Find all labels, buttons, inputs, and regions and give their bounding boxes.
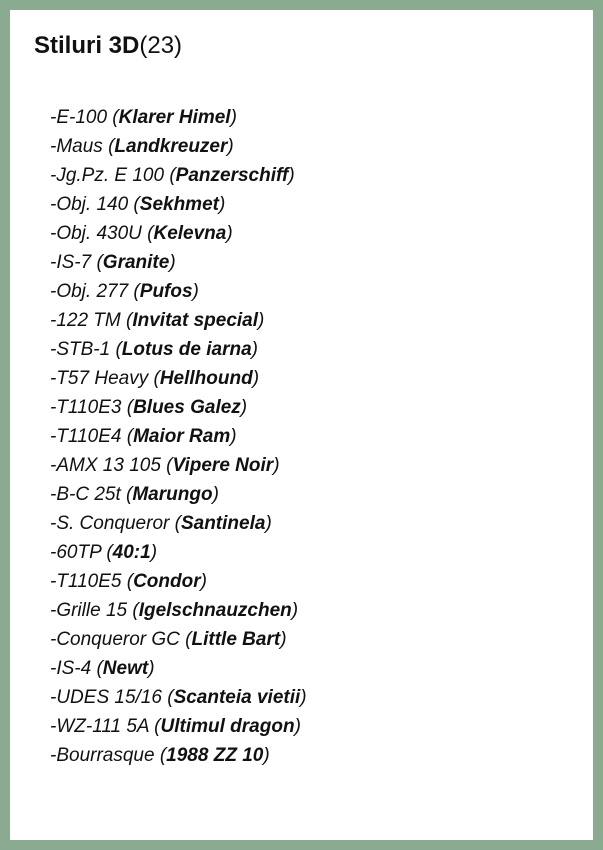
list-item: -122 TM (Invitat special) <box>50 310 265 331</box>
tank-name: -B-C 25t <box>50 484 121 505</box>
list-item: -S. Conqueror (Santinela) <box>50 513 272 534</box>
list-item: -Obj. 140 (Sekhmet) <box>50 194 226 215</box>
style-name: Condor <box>133 571 201 592</box>
tank-name: -122 TM <box>50 310 121 331</box>
list-item: -Jg.Pz. E 100 (Panzerschiff) <box>50 165 295 186</box>
style-name: Scanteia vietii <box>173 687 301 708</box>
tank-name: -60TP <box>50 542 102 563</box>
style-name: Sekhmet <box>139 194 219 215</box>
style-name: Marungo <box>132 484 213 505</box>
list-item: -Conqueror GC (Little Bart) <box>50 629 287 650</box>
style-name: Blues Galez <box>133 397 241 418</box>
style-name: 40:1 <box>112 542 151 563</box>
style-name: Kelevna <box>153 223 227 244</box>
list-item: -Grille 15 (Igelschnauzchen) <box>50 600 299 621</box>
tank-name: -Grille 15 <box>50 600 128 621</box>
style-name: Lotus de iarna <box>121 339 252 360</box>
tank-name: -STB-1 <box>50 339 111 360</box>
style-name: Ultimul dragon <box>160 716 295 737</box>
list-item: -T57 Heavy (Hellhound) <box>50 368 260 389</box>
tank-name: -Maus <box>50 136 103 157</box>
list-item: -AMX 13 105 (Vipere Noir) <box>50 455 280 476</box>
list-item: -T110E3 (Blues Galez) <box>50 397 248 418</box>
title-main: Stiluri 3D <box>34 32 140 59</box>
list-item: -Bourrasque (1988 ZZ 10) <box>50 745 270 766</box>
style-name: Newt <box>102 658 149 679</box>
tank-name: -Obj. 140 <box>50 194 129 215</box>
style-name: Pufos <box>139 281 193 302</box>
style-name: Landkreuzer <box>114 136 228 157</box>
style-name: Panzerschiff <box>175 165 289 186</box>
tank-name: -Bourrasque <box>50 745 155 766</box>
style-name: Igelschnauzchen <box>138 600 292 621</box>
tank-name: -WZ-111 5A <box>50 716 149 737</box>
tank-name: -E-100 <box>50 107 108 128</box>
list-item: -E-100 (Klarer Himel) <box>50 107 237 128</box>
tank-name: -Conqueror GC <box>50 629 180 650</box>
list-item: -B-C 25t (Marungo) <box>50 484 219 505</box>
list-item: -IS-4 (Newt) <box>50 658 155 679</box>
style-name: Little Bart <box>191 629 281 650</box>
tank-name: -S. Conqueror <box>50 513 170 534</box>
style-name: Maior Ram <box>133 426 231 447</box>
card-title <box>34 32 182 60</box>
styles-list <box>50 103 307 770</box>
list-item: -T110E5 (Condor) <box>50 571 207 592</box>
style-name: Granite <box>102 252 170 273</box>
list-item: -WZ-111 5A (Ultimul dragon) <box>50 716 301 737</box>
tank-name: -T57 Heavy <box>50 368 149 389</box>
tank-name: -Obj. 277 <box>50 281 129 302</box>
list-item: -Obj. 277 (Pufos) <box>50 281 199 302</box>
tank-name: -IS-4 <box>50 658 92 679</box>
style-name: Invitat special <box>132 310 259 331</box>
list-item: -UDES 15/16 (Scanteia vietii) <box>50 687 307 708</box>
tank-name: -AMX 13 105 <box>50 455 161 476</box>
list-item: -Obj. 430U (Kelevna) <box>50 223 233 244</box>
style-name: 1988 ZZ 10 <box>166 745 264 766</box>
list-item: -Maus (Landkreuzer) <box>50 136 234 157</box>
tank-name: -Jg.Pz. E 100 <box>50 165 165 186</box>
tank-name: -IS-7 <box>50 252 92 273</box>
style-name: Hellhound <box>159 368 253 389</box>
style-name: Santinela <box>180 513 266 534</box>
tank-name: -T110E4 <box>50 426 122 447</box>
tank-name: -T110E5 <box>50 571 122 592</box>
title-count: (23) <box>139 32 183 59</box>
list-item: -60TP (40:1) <box>50 542 158 563</box>
style-name: Vipere Noir <box>172 455 274 476</box>
style-name: Klarer Himel <box>118 107 231 128</box>
list-item: -STB-1 (Lotus de iarna) <box>50 339 258 360</box>
list-item: -IS-7 (Granite) <box>50 252 176 273</box>
tank-name: -Obj. 430U <box>50 223 142 244</box>
tank-name: -T110E3 <box>50 397 122 418</box>
tank-name: -UDES 15/16 <box>50 687 162 708</box>
list-item: -T110E4 (Maior Ram) <box>50 426 237 447</box>
